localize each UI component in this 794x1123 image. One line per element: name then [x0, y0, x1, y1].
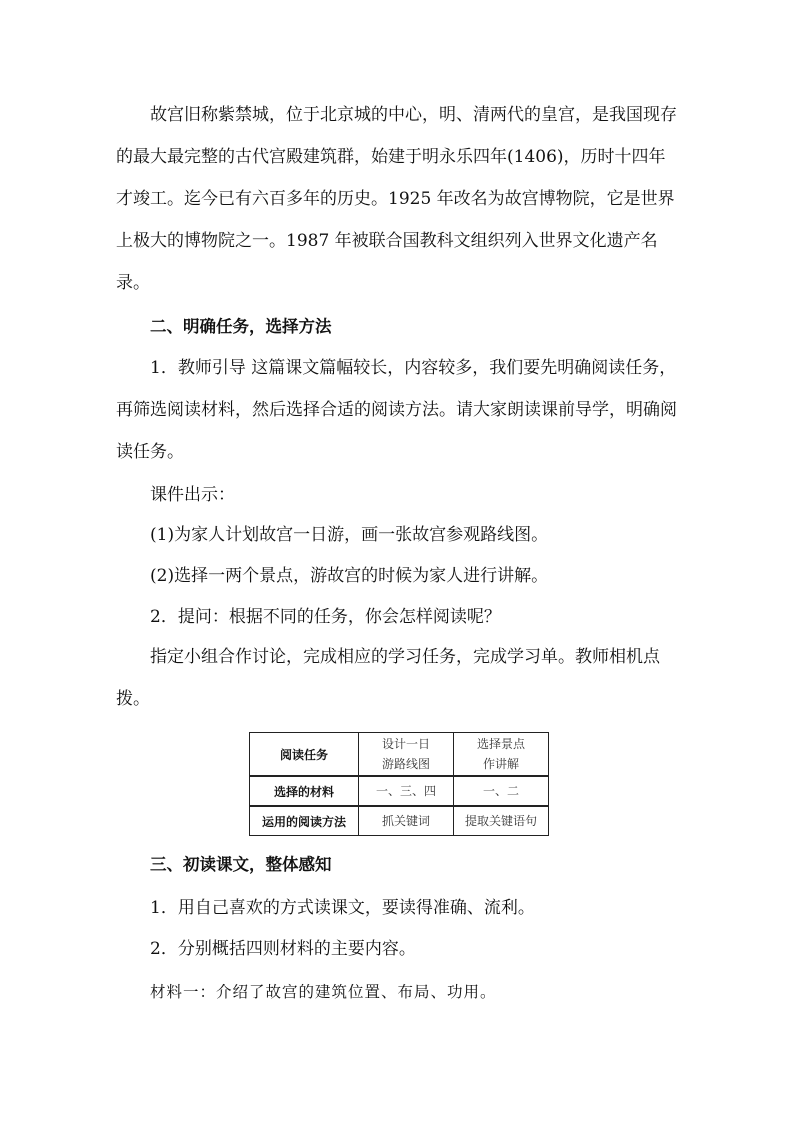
- task-1: (1)为家人计划故宫一日游，画一张故宫参观路线图。: [150, 525, 549, 545]
- table-cell: 提取关键语句: [454, 806, 549, 836]
- table-row: [250, 733, 549, 777]
- section-3-item-1: 1．用自己喜欢的方式读课文，要读得准确、流利。: [150, 898, 535, 918]
- table-row: [250, 776, 549, 806]
- courseware-label: 课件出示：: [150, 485, 235, 505]
- material-1-summary: 材料一：介绍了故宫的建筑位置、布局、功用。: [150, 983, 497, 1001]
- section-2-item-2: 2．提问：根据不同的任务，你会怎样阅读呢？: [150, 607, 501, 627]
- table-cell: 一、三、四: [359, 776, 454, 806]
- intro-paragraph: 故宫旧称紫禁城，位于北京城的中心，明、清两代的皇宫，是我国现存的最大最完整的古代宫殿建筑群，始建于明永乐四年(1406)，历时十四年才竣工。迄今已有六百多年的历史。1925 年改名为故宫博物院，它是世界上极大的博物院之一。1987 年被联合国教科文组织列入世界文化遗产名录。: [116, 105, 677, 293]
- section-3-heading: 三、初读课文，整体感知: [150, 855, 332, 874]
- table-cell: 一、二: [454, 776, 549, 806]
- table-header-cell: 阅读任务: [250, 733, 359, 777]
- table-header-cell: 选择的材料: [250, 776, 359, 806]
- table-row: [250, 806, 549, 836]
- table-cell: 抓关键词: [359, 806, 454, 836]
- table-cell: 选择景点 作讲解: [454, 733, 549, 777]
- section-2-heading: 二、明确任务，选择方法: [150, 317, 332, 336]
- reading-task-table: [249, 732, 549, 836]
- table-header-cell: 运用的阅读方法: [250, 806, 359, 836]
- task-2: (2)选择一两个景点，游故宫的时候为家人进行讲解。: [150, 566, 549, 586]
- group-discussion-note: 指定小组合作讨论，完成相应的学习任务，完成学习单。教师相机点拨。: [116, 647, 660, 709]
- section-3-item-2: 2．分别概括四则材料的主要内容。: [150, 939, 416, 959]
- section-2-item-1: 1．教师引导 这篇课文篇幅较长，内容较多，我们要先明确阅读任务，再筛选阅读材料，然后选择合适的阅读方法。请大家朗读课前导学，明确阅读任务。: [116, 358, 677, 462]
- table-cell: 设计一日 游路线图: [359, 733, 454, 777]
